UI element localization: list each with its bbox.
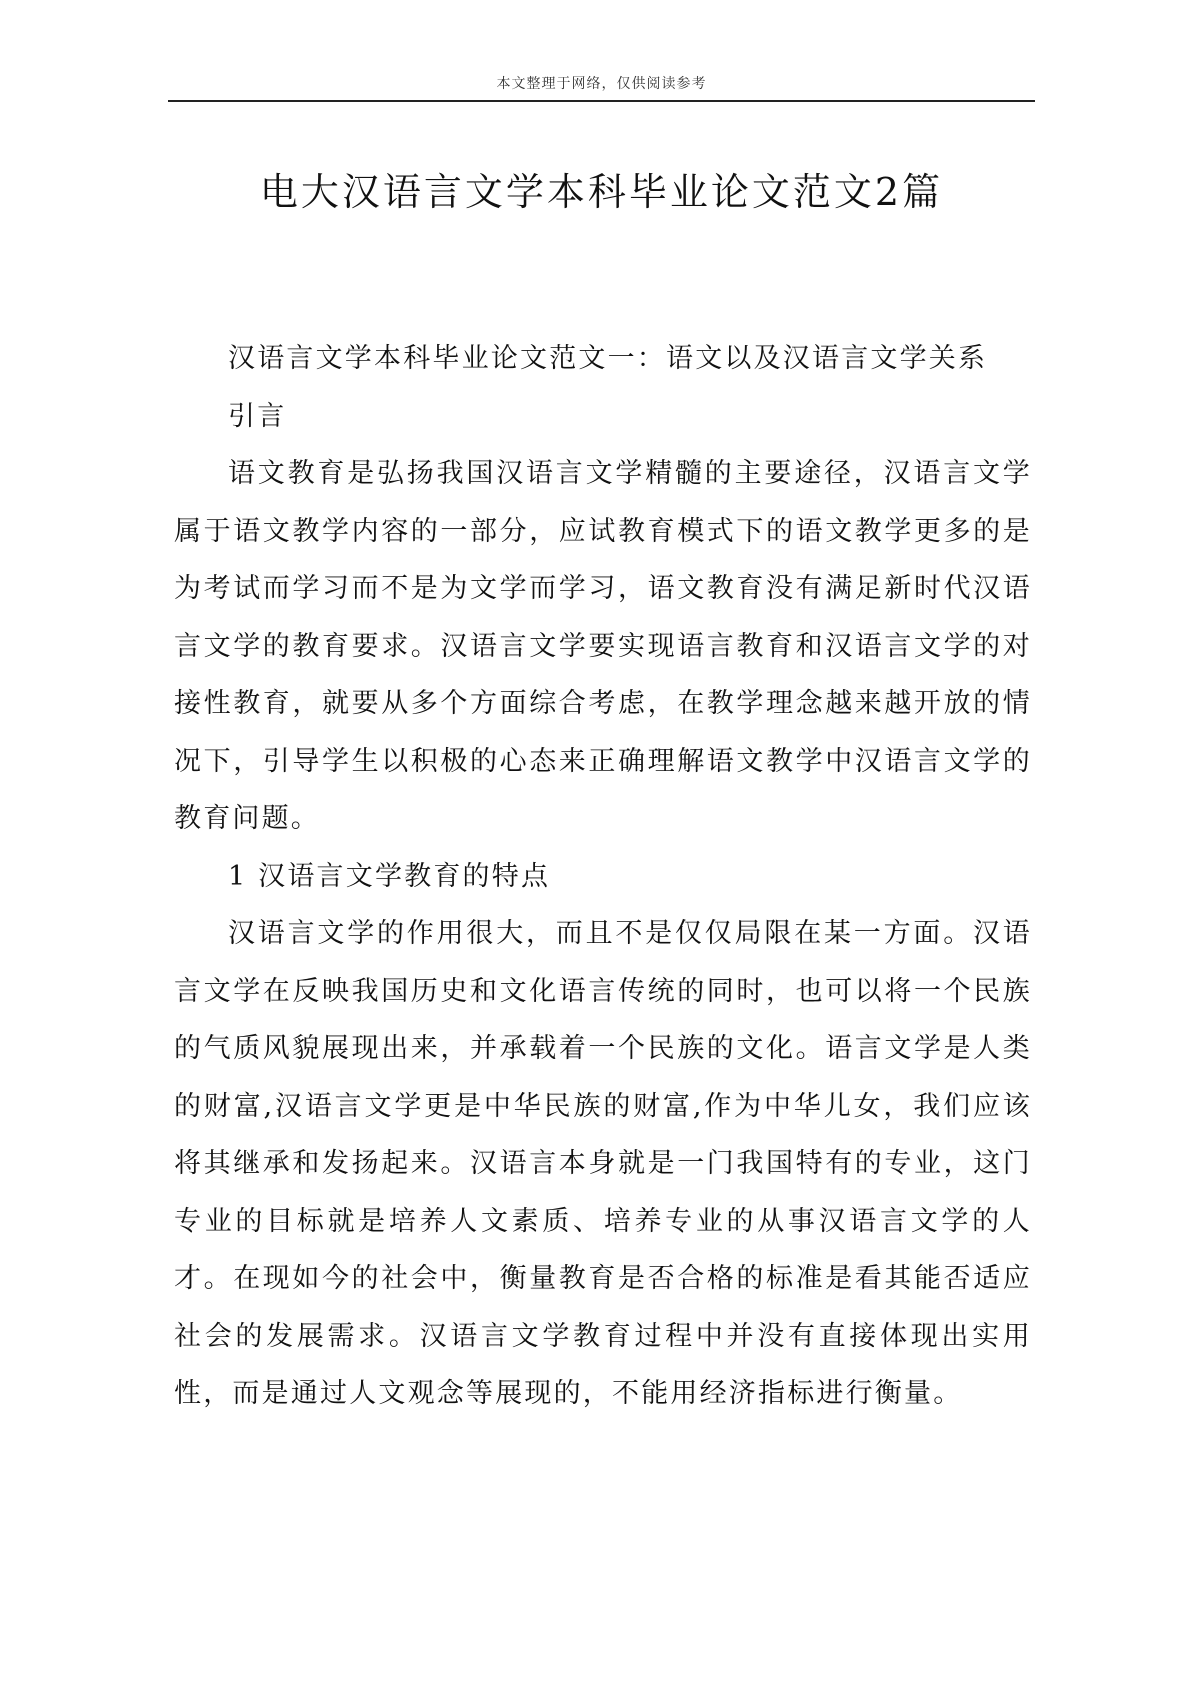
subheading-introduction: 引言 bbox=[228, 400, 287, 432]
page-header bbox=[168, 74, 1035, 102]
document-body bbox=[174, 330, 1032, 1423]
section-heading: 汉语言文学本科毕业论文范文一：语文以及汉语言文学关系 bbox=[228, 343, 988, 374]
subheading-section-1: 1 汉语言文学教育的特点 bbox=[228, 860, 551, 892]
header-text: 本文整理于网络，仅供阅读参考 bbox=[496, 76, 707, 92]
body-paragraph: 语文教育是弘扬我国汉语言文学精髓的主要途径，汉语言文学属于语文教学内容的一部分，应试教育模式下的语文教学更多的是为考试而学习而不是为文学而学习，语文教育没有满足新时代汉语言文学的教育要求。汉语言文学要实现语言教育和汉语言文学的对接性教育，就要从多个方面综合考虑，在教学理念越来越开放的情况下，引导学生以积极的心态来正确理解语文教学中汉语言文学的教育问题。 bbox=[174, 458, 1032, 834]
body-paragraph: 汉语言文学的作用很大，而且不是仅仅局限在某一方面。汉语言文学在反映我国历史和文化语言传统的同时，也可以将一个民族的气质风貌展现出来，并承载着一个民族的文化。语言文学是人类的财富,汉语言文学更是中华民族的财富,作为中华儿女，我们应该将其继承和发扬起来。汉语言本身就是一门我国特有的专业，这门专业的目标就是培养人文素质、培养专业的从事汉语言文学的人才。在现如今的社会中，衡量教育是否合格的标准是看其能否适应社会的发展需求。汉语言文学教育过程中并没有直接体现出实用性，而是通过人文观念等展现的，不能用经济指标进行衡量。 bbox=[174, 918, 1032, 1409]
document-title: 电大汉语言文学本科毕业论文范文2篇 bbox=[259, 170, 944, 214]
